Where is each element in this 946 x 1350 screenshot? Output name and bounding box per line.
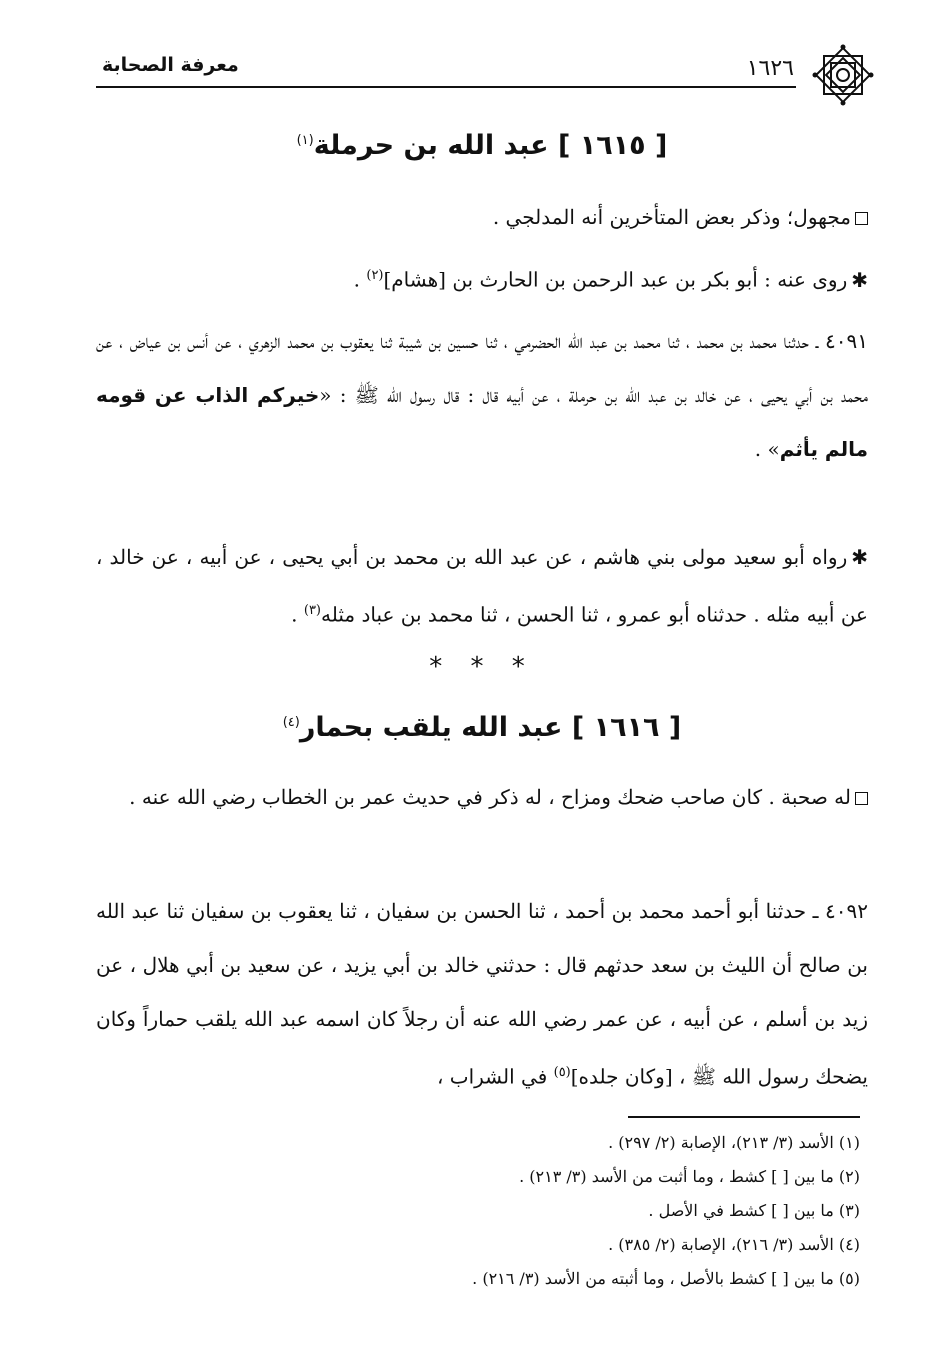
asterisk-marker-icon: ✱ — [851, 545, 868, 569]
page-number: ١٦٢٦ — [746, 56, 794, 81]
footnote-5: (٥) ما بين [ ] كشط بالأصل ، وما أثبته من الأسد (٣/ ٢١٦) . — [472, 1269, 860, 1288]
octagram-ornament-icon — [810, 42, 876, 108]
footnote-ref: (٥) — [553, 1065, 571, 1080]
entry-description — [96, 770, 868, 824]
hadith-chain-text: ٤٠٩٢ ـ حدثنا أبو أحمد محمد بن أحمد ، ثنا الحسن بن سفيان ، ثنا يعقوب بن سفيان ثنا عبد الله بن صالح أن الليث بن سعد حدثهم قال : حدثني خالد بن أبي يزيد ، عن سعيد بن أبي هلال ، عن زيد بن أسلم ، عن أبيه ، عن عمر رضي الله عنه أن رجلاً كان اسمه عبد الله يلقب حماراً وكان يضحك رسول الله ﷺ ، [وكان جلده] — [96, 899, 868, 1089]
hadith-end: » . — [754, 437, 780, 461]
riwaya-end: . — [291, 602, 304, 627]
footnote-ref: (٣) — [303, 603, 321, 618]
section-separator: * * * — [429, 652, 535, 682]
header-rule — [96, 86, 796, 88]
footnote-ref: (١) — [296, 133, 314, 148]
square-marker-icon — [855, 792, 868, 805]
footnotes — [260, 1126, 860, 1296]
hadith-4091 — [96, 314, 868, 476]
entry-heading-1615 — [96, 130, 868, 161]
running-header — [96, 48, 868, 100]
narrator-text-end: . — [353, 267, 367, 292]
riwaya-text: رواه أبو سعيد مولى بني هاشم ، عن عبد الله بن محمد بن أبي يحيى ، عن أبيه ، عن خالد ، عن أبيه مثله . حدثناه أبو عمرو ، ثنا الحسن ، ثنا محمد بن عباد مثله — [96, 545, 868, 627]
hadith-matn-bold: خيركم الذاب عن قومه مالم يأثم — [96, 383, 868, 461]
book-title: معرفة الصحابة — [102, 54, 239, 76]
entry-heading-text: [ ١٦١٥ ] عبد الله بن حرملة — [313, 130, 668, 161]
footnote-ref: (٤) — [282, 715, 300, 730]
description-text: مجهول؛ وذكر بعض المتأخرين أنه المدلجي . — [492, 205, 851, 229]
narrator-text: روى عنه : أبو بكر بن عبد الرحمن بن الحارث بن [هشام] — [383, 267, 848, 292]
hadith-end: في الشراب ، — [436, 1064, 554, 1089]
narrator-note — [96, 249, 868, 307]
description-text: له صحبة . كان صاحب ضحك ومزاح ، له ذكر في حديث عمر بن الخطاب رضي الله عنه . — [129, 785, 851, 809]
entry-heading-1616 — [96, 712, 868, 743]
entry-heading-text: [ ١٦١٦ ] عبد الله يلقب بحمار — [299, 712, 682, 743]
hadith-chain-text: ٤٠٩١ ـ حدثنا محمد بن محمد ، ثنا محمد بن عبد الله الحضرمي ، ثنا حسين بن شيبة ثنا يعقوب بن محمد الزهري ، عن أنس بن عياض ، عن محمد بن أبي يحيى ، عن خالد بن عبد الله بن حرملة ، عن أبيه قال : قال رسول الله ﷺ : « — [96, 329, 868, 407]
entry-description — [96, 190, 868, 244]
footnote-2: (٢) ما بين [ ] كشط ، وما أثبت من الأسد (٣/ ٢١٣) . — [519, 1167, 860, 1186]
footnote-rule — [628, 1116, 860, 1118]
footnote-1: (١) الأسد (٣/ ٢١٣)، الإصابة (٢/ ٢٩٧) . — [608, 1133, 860, 1152]
footnote-3: (٣) ما بين [ ] كشط في الأصل . — [648, 1201, 860, 1220]
hadith-4092 — [96, 884, 868, 1104]
asterisk-marker-icon: ✱ — [851, 267, 868, 292]
footnote-ref: (٢) — [366, 268, 384, 283]
riwaya-note — [96, 530, 868, 642]
square-marker-icon — [855, 212, 868, 225]
footnote-4: (٤) الأسد (٣/ ٢١٦)، الإصابة (٢/ ٣٨٥) . — [608, 1235, 860, 1254]
